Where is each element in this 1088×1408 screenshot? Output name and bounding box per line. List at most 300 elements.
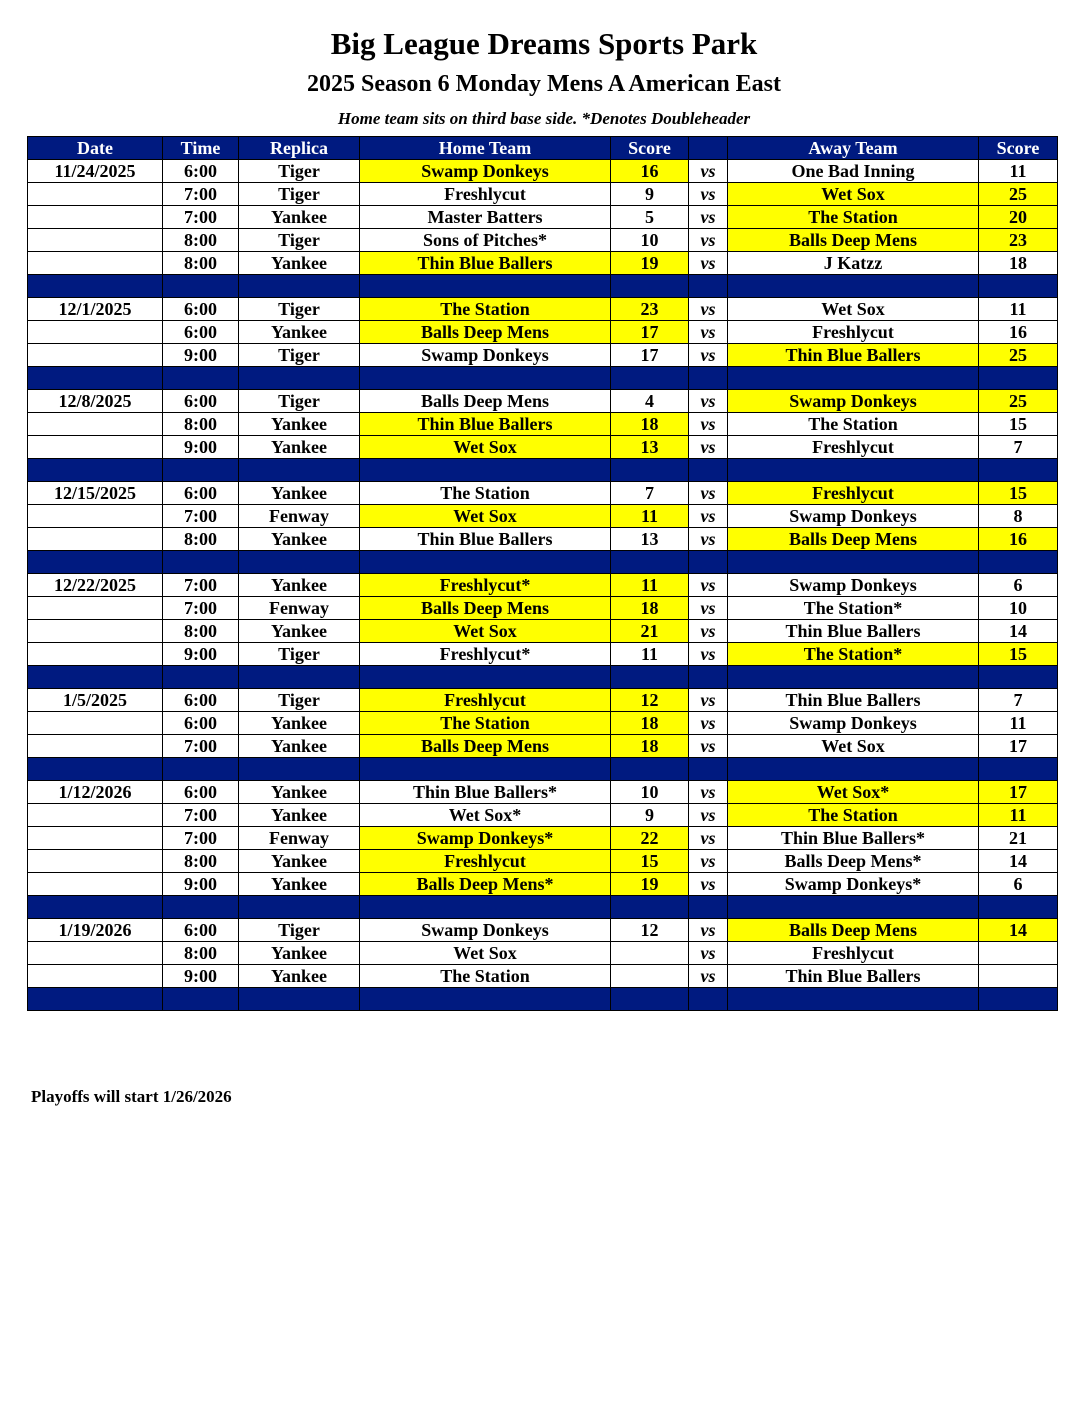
vs-cell: vs	[689, 344, 728, 367]
separator-cell	[163, 551, 239, 574]
table-row	[28, 344, 1058, 367]
time-cell: 8:00	[163, 252, 239, 275]
table-row	[28, 183, 1058, 206]
date-cell	[28, 413, 163, 436]
separator-cell	[360, 367, 611, 390]
separator-cell	[689, 666, 728, 689]
separator-cell	[689, 459, 728, 482]
away-score-cell: 15	[979, 643, 1058, 666]
col-time: Time	[163, 137, 239, 160]
home-team-cell: Swamp Donkeys*	[360, 827, 611, 850]
separator-cell	[979, 666, 1058, 689]
home-team-cell: The Station	[360, 482, 611, 505]
away-score-cell: 11	[979, 160, 1058, 183]
separator-cell	[728, 459, 979, 482]
vs-cell: vs	[689, 413, 728, 436]
home-score-cell: 18	[611, 413, 689, 436]
week-separator-row	[28, 666, 1058, 689]
away-score-cell: 23	[979, 229, 1058, 252]
home-score-cell: 18	[611, 712, 689, 735]
table-row	[28, 252, 1058, 275]
time-cell: 7:00	[163, 735, 239, 758]
away-score-cell: 17	[979, 735, 1058, 758]
date-cell	[28, 252, 163, 275]
home-team-cell: Swamp Donkeys	[360, 344, 611, 367]
table-row	[28, 919, 1058, 942]
date-cell: 12/8/2025	[28, 390, 163, 413]
time-cell: 7:00	[163, 183, 239, 206]
table-row	[28, 689, 1058, 712]
away-team-cell: Wet Sox	[728, 183, 979, 206]
home-team-cell: Thin Blue Ballers	[360, 413, 611, 436]
vs-cell: vs	[689, 321, 728, 344]
vs-cell: vs	[689, 827, 728, 850]
home-team-cell: Wet Sox	[360, 436, 611, 459]
away-score-cell: 15	[979, 482, 1058, 505]
separator-cell	[28, 896, 163, 919]
date-cell	[28, 827, 163, 850]
vs-cell: vs	[689, 436, 728, 459]
vs-cell: vs	[689, 160, 728, 183]
separator-cell	[979, 988, 1058, 1011]
replica-cell: Fenway	[239, 505, 360, 528]
away-score-cell: 11	[979, 712, 1058, 735]
separator-cell	[163, 988, 239, 1011]
col-home-score: Score	[611, 137, 689, 160]
home-score-cell: 19	[611, 873, 689, 896]
away-team-cell: Swamp Donkeys	[728, 505, 979, 528]
separator-cell	[239, 459, 360, 482]
separator-cell	[689, 896, 728, 919]
away-team-cell: The Station	[728, 206, 979, 229]
date-cell	[28, 597, 163, 620]
time-cell: 9:00	[163, 643, 239, 666]
away-team-cell: Balls Deep Mens*	[728, 850, 979, 873]
separator-cell	[728, 551, 979, 574]
time-cell: 7:00	[163, 804, 239, 827]
replica-cell: Yankee	[239, 850, 360, 873]
separator-cell	[239, 896, 360, 919]
separator-cell	[239, 758, 360, 781]
away-team-cell: Thin Blue Ballers*	[728, 827, 979, 850]
table-row	[28, 735, 1058, 758]
time-cell: 7:00	[163, 574, 239, 597]
replica-cell: Yankee	[239, 574, 360, 597]
separator-cell	[239, 666, 360, 689]
separator-cell	[728, 758, 979, 781]
week-separator-row	[28, 896, 1058, 919]
time-cell: 6:00	[163, 712, 239, 735]
separator-cell	[611, 367, 689, 390]
home-score-cell: 4	[611, 390, 689, 413]
header-row	[28, 137, 1058, 160]
date-cell	[28, 643, 163, 666]
date-cell: 1/19/2026	[28, 919, 163, 942]
separator-cell	[163, 896, 239, 919]
date-cell	[28, 528, 163, 551]
home-score-cell: 22	[611, 827, 689, 850]
replica-cell: Fenway	[239, 597, 360, 620]
away-score-cell: 10	[979, 597, 1058, 620]
replica-cell: Yankee	[239, 206, 360, 229]
home-score-cell: 11	[611, 505, 689, 528]
away-team-cell: Swamp Donkeys	[728, 574, 979, 597]
time-cell: 9:00	[163, 436, 239, 459]
vs-cell: vs	[689, 735, 728, 758]
home-score-cell: 7	[611, 482, 689, 505]
vs-cell: vs	[689, 206, 728, 229]
schedule-table	[27, 136, 1058, 1011]
separator-cell	[239, 367, 360, 390]
date-cell	[28, 436, 163, 459]
home-score-cell: 23	[611, 298, 689, 321]
time-cell: 8:00	[163, 942, 239, 965]
away-score-cell: 7	[979, 436, 1058, 459]
home-score-cell: 10	[611, 229, 689, 252]
replica-cell: Tiger	[239, 390, 360, 413]
vs-cell: vs	[689, 850, 728, 873]
vs-cell: vs	[689, 597, 728, 620]
date-cell	[28, 206, 163, 229]
home-team-cell: Freshlycut	[360, 850, 611, 873]
table-row	[28, 206, 1058, 229]
separator-cell	[28, 459, 163, 482]
replica-cell: Tiger	[239, 229, 360, 252]
vs-cell: vs	[689, 229, 728, 252]
time-cell: 7:00	[163, 206, 239, 229]
time-cell: 6:00	[163, 919, 239, 942]
home-score-cell: 13	[611, 528, 689, 551]
vs-cell: vs	[689, 298, 728, 321]
time-cell: 6:00	[163, 298, 239, 321]
separator-cell	[728, 666, 979, 689]
separator-cell	[163, 459, 239, 482]
separator-cell	[728, 275, 979, 298]
table-row	[28, 229, 1058, 252]
away-score-cell: 21	[979, 827, 1058, 850]
time-cell: 6:00	[163, 482, 239, 505]
away-team-cell: Freshlycut	[728, 321, 979, 344]
date-cell	[28, 804, 163, 827]
col-date: Date	[28, 137, 163, 160]
home-score-cell: 10	[611, 781, 689, 804]
separator-cell	[689, 758, 728, 781]
replica-cell: Tiger	[239, 298, 360, 321]
page-subtitle: 2025 Season 6 Monday Mens A American East	[306, 71, 782, 97]
home-score-cell: 13	[611, 436, 689, 459]
separator-cell	[689, 988, 728, 1011]
date-cell	[28, 735, 163, 758]
home-score-cell: 11	[611, 643, 689, 666]
replica-cell: Yankee	[239, 712, 360, 735]
home-team-cell: Balls Deep Mens	[360, 735, 611, 758]
away-team-cell: Freshlycut	[728, 436, 979, 459]
table-row	[28, 942, 1058, 965]
date-cell	[28, 712, 163, 735]
replica-cell: Tiger	[239, 160, 360, 183]
vs-cell: vs	[689, 804, 728, 827]
replica-cell: Yankee	[239, 804, 360, 827]
week-separator-row	[28, 275, 1058, 298]
col-away-score: Score	[979, 137, 1058, 160]
away-team-cell: The Station*	[728, 597, 979, 620]
separator-cell	[239, 275, 360, 298]
away-team-cell: Thin Blue Ballers	[728, 620, 979, 643]
away-score-cell: 16	[979, 321, 1058, 344]
home-score-cell: 9	[611, 804, 689, 827]
separator-cell	[689, 367, 728, 390]
away-score-cell: 14	[979, 850, 1058, 873]
away-team-cell: One Bad Inning	[728, 160, 979, 183]
week-separator-row	[28, 988, 1058, 1011]
away-team-cell: Balls Deep Mens	[728, 919, 979, 942]
home-score-cell: 17	[611, 344, 689, 367]
away-score-cell: 17	[979, 781, 1058, 804]
home-team-cell: Swamp Donkeys	[360, 919, 611, 942]
date-cell: 1/12/2026	[28, 781, 163, 804]
table-row	[28, 643, 1058, 666]
vs-cell: vs	[689, 528, 728, 551]
vs-cell: vs	[689, 643, 728, 666]
table-row	[28, 505, 1058, 528]
replica-cell: Yankee	[239, 482, 360, 505]
away-score-cell: 18	[979, 252, 1058, 275]
away-score-cell: 14	[979, 620, 1058, 643]
away-team-cell: Swamp Donkeys	[728, 712, 979, 735]
away-score-cell: 7	[979, 689, 1058, 712]
date-cell: 12/1/2025	[28, 298, 163, 321]
away-team-cell: The Station*	[728, 643, 979, 666]
home-team-cell: Balls Deep Mens	[360, 597, 611, 620]
separator-cell	[360, 758, 611, 781]
table-row	[28, 298, 1058, 321]
away-team-cell: Swamp Donkeys*	[728, 873, 979, 896]
home-team-cell: Sons of Pitches*	[360, 229, 611, 252]
separator-cell	[360, 896, 611, 919]
time-cell: 6:00	[163, 321, 239, 344]
time-cell: 8:00	[163, 229, 239, 252]
separator-cell	[728, 988, 979, 1011]
home-team-cell: Freshlycut*	[360, 643, 611, 666]
replica-cell: Yankee	[239, 873, 360, 896]
home-team-cell: Balls Deep Mens	[360, 321, 611, 344]
doubleheader-note: Home team sits on third base side. *Denotes Doubleheader	[337, 109, 751, 128]
replica-cell: Tiger	[239, 689, 360, 712]
table-row	[28, 827, 1058, 850]
col-home-team: Home Team	[360, 137, 611, 160]
separator-cell	[611, 459, 689, 482]
separator-cell	[239, 551, 360, 574]
home-team-cell: Balls Deep Mens*	[360, 873, 611, 896]
separator-cell	[979, 275, 1058, 298]
home-team-cell: Swamp Donkeys	[360, 160, 611, 183]
replica-cell: Yankee	[239, 735, 360, 758]
col-replica: Replica	[239, 137, 360, 160]
replica-cell: Yankee	[239, 252, 360, 275]
away-team-cell: Wet Sox	[728, 735, 979, 758]
separator-cell	[28, 758, 163, 781]
home-score-cell: 12	[611, 919, 689, 942]
schedule-body	[28, 160, 1058, 1011]
separator-cell	[163, 666, 239, 689]
table-row	[28, 712, 1058, 735]
replica-cell: Yankee	[239, 528, 360, 551]
table-row	[28, 574, 1058, 597]
replica-cell: Yankee	[239, 781, 360, 804]
separator-cell	[163, 275, 239, 298]
date-cell	[28, 942, 163, 965]
vs-cell: vs	[689, 919, 728, 942]
separator-cell	[28, 367, 163, 390]
home-team-cell: Freshlycut	[360, 183, 611, 206]
separator-cell	[979, 367, 1058, 390]
home-score-cell	[611, 942, 689, 965]
date-cell	[28, 505, 163, 528]
col-vs	[689, 137, 728, 160]
playoffs-note: Playoffs will start 1/26/2026	[31, 1087, 232, 1106]
vs-cell: vs	[689, 252, 728, 275]
home-score-cell: 16	[611, 160, 689, 183]
table-row	[28, 850, 1058, 873]
date-cell: 12/22/2025	[28, 574, 163, 597]
separator-cell	[28, 666, 163, 689]
home-score-cell: 17	[611, 321, 689, 344]
table-row	[28, 873, 1058, 896]
vs-cell: vs	[689, 620, 728, 643]
away-team-cell: The Station	[728, 804, 979, 827]
separator-cell	[689, 551, 728, 574]
away-score-cell	[979, 942, 1058, 965]
vs-cell: vs	[689, 183, 728, 206]
separator-cell	[728, 896, 979, 919]
separator-cell	[360, 988, 611, 1011]
replica-cell: Tiger	[239, 643, 360, 666]
separator-cell	[360, 275, 611, 298]
home-team-cell: The Station	[360, 712, 611, 735]
separator-cell	[28, 988, 163, 1011]
table-row	[28, 597, 1058, 620]
away-score-cell: 16	[979, 528, 1058, 551]
away-score-cell: 25	[979, 344, 1058, 367]
separator-cell	[611, 275, 689, 298]
replica-cell: Tiger	[239, 344, 360, 367]
separator-cell	[360, 551, 611, 574]
table-row	[28, 781, 1058, 804]
replica-cell: Yankee	[239, 620, 360, 643]
table-row	[28, 804, 1058, 827]
time-cell: 7:00	[163, 827, 239, 850]
home-team-cell: Wet Sox	[360, 620, 611, 643]
table-row	[28, 620, 1058, 643]
home-score-cell: 18	[611, 735, 689, 758]
home-team-cell: Master Batters	[360, 206, 611, 229]
time-cell: 8:00	[163, 620, 239, 643]
date-cell	[28, 620, 163, 643]
col-away-team: Away Team	[728, 137, 979, 160]
replica-cell: Yankee	[239, 321, 360, 344]
vs-cell: vs	[689, 781, 728, 804]
away-score-cell: 11	[979, 298, 1058, 321]
replica-cell: Yankee	[239, 942, 360, 965]
away-score-cell	[979, 965, 1058, 988]
vs-cell: vs	[689, 965, 728, 988]
separator-cell	[28, 551, 163, 574]
home-score-cell: 5	[611, 206, 689, 229]
away-team-cell: Thin Blue Ballers	[728, 344, 979, 367]
away-team-cell: Freshlycut	[728, 942, 979, 965]
date-cell	[28, 321, 163, 344]
time-cell: 6:00	[163, 689, 239, 712]
date-cell: 12/15/2025	[28, 482, 163, 505]
time-cell: 7:00	[163, 505, 239, 528]
separator-cell	[360, 666, 611, 689]
date-cell	[28, 344, 163, 367]
time-cell: 6:00	[163, 160, 239, 183]
vs-cell: vs	[689, 689, 728, 712]
table-row	[28, 160, 1058, 183]
replica-cell: Tiger	[239, 919, 360, 942]
table-row	[28, 965, 1058, 988]
home-score-cell: 9	[611, 183, 689, 206]
separator-cell	[611, 988, 689, 1011]
table-row	[28, 482, 1058, 505]
replica-cell: Yankee	[239, 436, 360, 459]
date-cell	[28, 965, 163, 988]
vs-cell: vs	[689, 505, 728, 528]
home-score-cell	[611, 965, 689, 988]
separator-cell	[979, 758, 1058, 781]
vs-cell: vs	[689, 942, 728, 965]
away-score-cell: 20	[979, 206, 1058, 229]
separator-cell	[728, 367, 979, 390]
separator-cell	[611, 758, 689, 781]
time-cell: 7:00	[163, 597, 239, 620]
vs-cell: vs	[689, 482, 728, 505]
table-row	[28, 413, 1058, 436]
separator-cell	[163, 367, 239, 390]
separator-cell	[611, 551, 689, 574]
home-team-cell: Freshlycut	[360, 689, 611, 712]
vs-cell: vs	[689, 712, 728, 735]
separator-cell	[979, 459, 1058, 482]
away-team-cell: Balls Deep Mens	[728, 528, 979, 551]
week-separator-row	[28, 367, 1058, 390]
home-team-cell: Thin Blue Ballers*	[360, 781, 611, 804]
home-team-cell: Freshlycut*	[360, 574, 611, 597]
away-team-cell: Thin Blue Ballers	[728, 689, 979, 712]
date-cell	[28, 229, 163, 252]
separator-cell	[360, 459, 611, 482]
table-row	[28, 390, 1058, 413]
home-team-cell: Thin Blue Ballers	[360, 528, 611, 551]
time-cell: 8:00	[163, 413, 239, 436]
away-score-cell: 11	[979, 804, 1058, 827]
away-score-cell: 25	[979, 390, 1058, 413]
time-cell: 6:00	[163, 781, 239, 804]
vs-cell: vs	[689, 390, 728, 413]
away-score-cell: 6	[979, 873, 1058, 896]
away-team-cell: Swamp Donkeys	[728, 390, 979, 413]
separator-cell	[611, 896, 689, 919]
away-team-cell: Thin Blue Ballers	[728, 965, 979, 988]
week-separator-row	[28, 459, 1058, 482]
away-team-cell: Balls Deep Mens	[728, 229, 979, 252]
time-cell: 9:00	[163, 873, 239, 896]
time-cell: 9:00	[163, 344, 239, 367]
separator-cell	[239, 988, 360, 1011]
away-score-cell: 25	[979, 183, 1058, 206]
away-score-cell: 6	[979, 574, 1058, 597]
